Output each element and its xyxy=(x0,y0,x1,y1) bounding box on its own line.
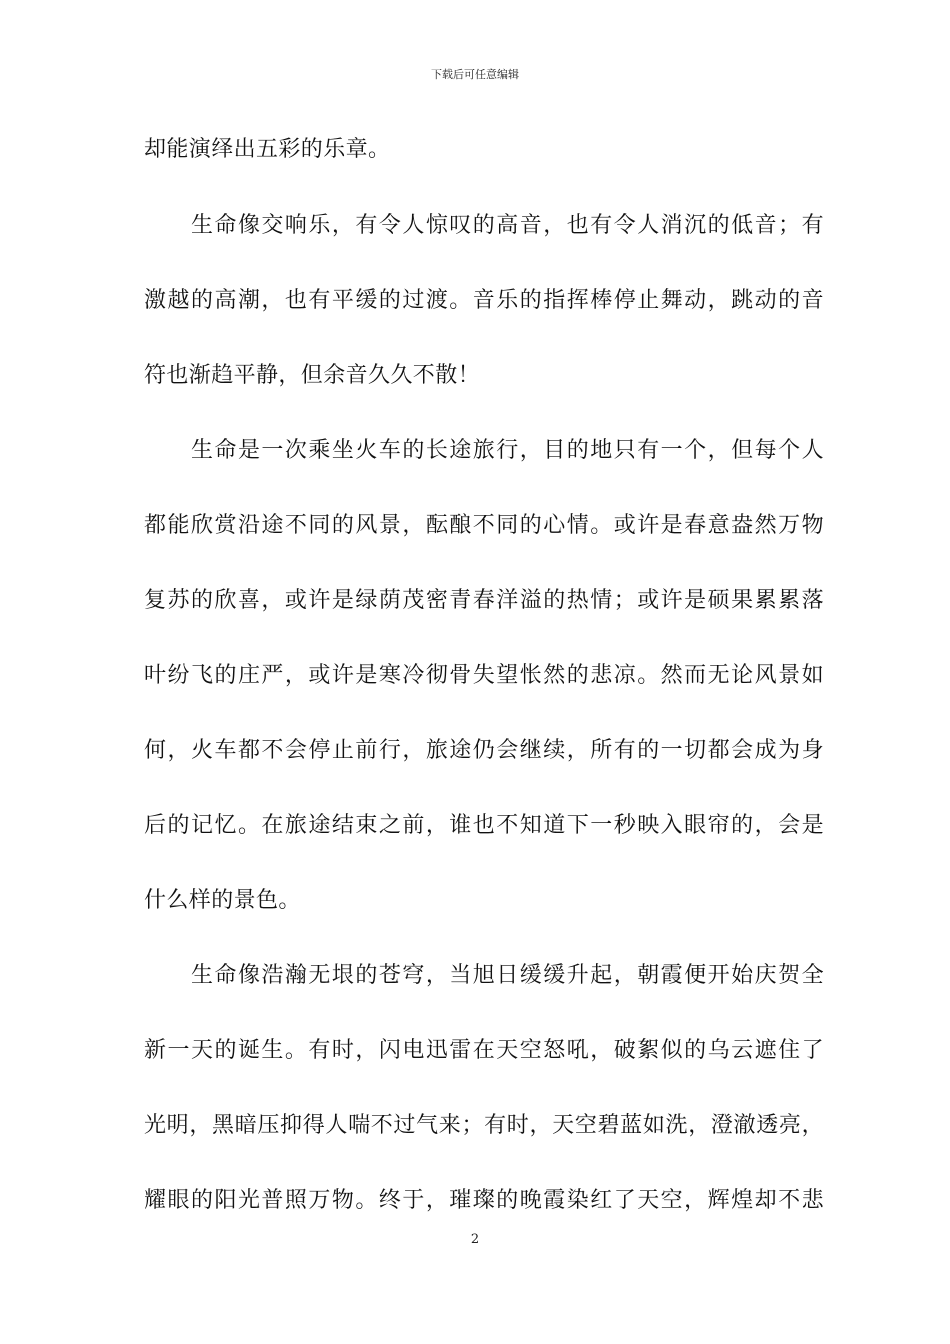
text-line: 符也渐趋平静，但余音久久不散！ xyxy=(144,363,481,388)
text-line: 却能演绎出五彩的乐章。 xyxy=(144,137,391,162)
text-line: 叶纷飞的庄严，或许是寒冷彻骨失望怅然的悲凉。然而无论风景如 xyxy=(144,663,824,688)
text-line: 生命像交响乐，有令人惊叹的高音，也有令人消沉的低音；有 xyxy=(144,213,824,238)
text-line: 生命是一次乘坐火车的长途旅行，目的地只有一个，但每个人 xyxy=(144,438,824,463)
page-number: 2 xyxy=(470,1232,480,1247)
page-header: 下载后可任意编辑 xyxy=(431,68,519,81)
text-line: 耀眼的阳光普照万物。终于，璀璨的晚霞染红了天空，辉煌却不悲 xyxy=(144,1188,824,1213)
text-line: 复苏的欣喜，或许是绿荫茂密青春洋溢的热情；或许是硕果累累落 xyxy=(144,588,824,613)
text-line: 生命像浩瀚无垠的苍穹，当旭日缓缓升起，朝霞便开始庆贺全 xyxy=(144,963,824,988)
text-line: 何，火车都不会停止前行，旅途仍会继续，所有的一切都会成为身 xyxy=(144,738,824,763)
text-line: 后的记忆。在旅途结束之前，谁也不知道下一秒映入眼帘的，会是 xyxy=(144,813,824,838)
text-line: 新一天的诞生。有时，闪电迅雷在天空怒吼，破絮似的乌云遮住了 xyxy=(144,1038,824,1063)
text-line: 光明，黑暗压抑得人喘不过气来；有时，天空碧蓝如洗，澄澈透亮， xyxy=(144,1113,824,1138)
text-line: 什么样的景色。 xyxy=(144,888,301,913)
text-line: 激越的高潮，也有平缓的过渡。音乐的指挥棒停止舞动，跳动的音 xyxy=(144,288,824,313)
text-line: 都能欣赏沿途不同的风景，酝酿不同的心情。或许是春意盎然万物 xyxy=(144,513,824,538)
